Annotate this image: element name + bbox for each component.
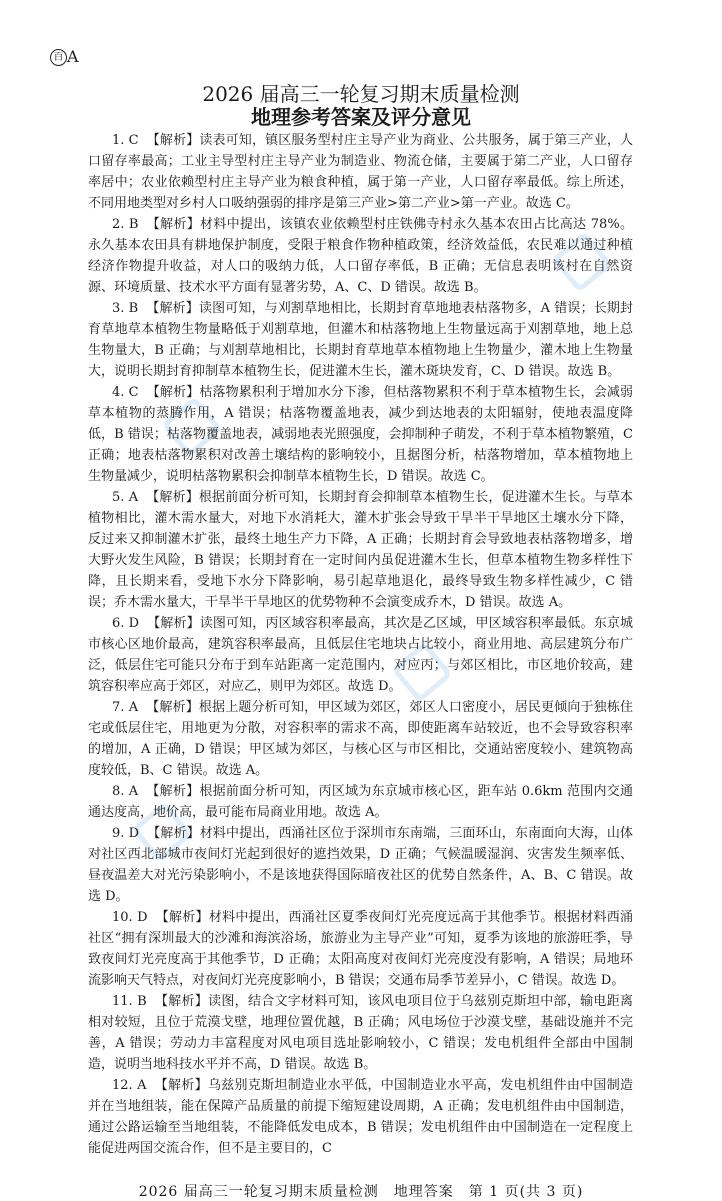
answer-item	[88, 298, 633, 382]
answer-explanation: 【解析】乌兹别克斯坦制造业水平低，中国制造业水平高，发电机组件由中国制造并在当地组装，能在保障产品质量的前提下缩短建设周期，A 正确；发电机组件由中国制造，通过公路运输至当地组装，不能降低发电成本，B 错误；发电机组件由中国制造在一定程度上能促进两国交流合作，但不是主要目的，C	[88, 1078, 633, 1156]
answer-item	[88, 613, 633, 697]
answer-item	[88, 823, 633, 907]
answer-item	[88, 214, 633, 298]
logo-circle-char: 百	[50, 49, 67, 66]
page-body	[88, 130, 633, 1201]
answer-number: 4. C	[112, 385, 139, 400]
answer-item	[88, 1075, 633, 1159]
answer-number: 10. D	[112, 910, 148, 925]
answer-explanation: 【解析】枯落物累积利于增加水分下渗，但枯落物累积不利于草本植物生长，会减弱草本植物的蒸腾作用，A 错误；枯落物覆盖地表，减少到达地表的太阳辐射，使地表温度降低，B 错误；枯落物覆盖地表，减弱地表光照强度，会抑制种子萌发，不利于草本植物繁殖，C 正确；地表枯落物累积对改善土壤结构的影响较小，且据图分析，枯落物增加，草本植物地上生物量减少，说明枯落物累积会抑制草本植物生长，D 错误。故选 C。	[88, 385, 633, 484]
answer-explanation: 【解析】材料中提出，西涌社区夏季夜间灯光亮度远高于其他季节。根据材料西涌社区“拥有深圳最大的沙滩和海滨浴场，旅游业为主导产业”可知，夏季为该地的旅游旺季，导致夜间灯光亮度高于其他季节，D 正确；太阳高度对夜间灯光亮度没有影响，A 错误；局地环流影响天气特点，对夜间灯光亮度影响小，B 错误；交通布局季节差异小，C 错误。故选 D。	[88, 910, 633, 988]
answer-explanation: 【解析】读图可知，与刈割草地相比，长期封育草地地表枯落物多，A 错误；长期封育草地草本植物生物量略低于刈割草地，但灌木和枯落物地上生物量远高于刈割草地，地上总生物量大，B 正确；与刈割草地相比，长期封育草地草本植物地上生物量少，灌木地上生物量大，说明长期封育抑制草本植物生长，促进灌木生长，灌木斑块发育，C、D 错误。故选 B。	[88, 301, 633, 379]
brand-logo	[50, 48, 79, 66]
answer-explanation: 【解析】根据前面分析可知，长期封育会抑制草本植物生长，促进灌木生长。与草本植物相比，灌木需水量大，对地下水消耗大，灌木扩张会导致干旱半干旱地区土壤水分下降，反过来又抑制灌木扩张，最终土地生产力下降，A 正确；长期封育会导致地表枯落物增多，增大野火发生风险，B 错误；长期封育在一定时间内虽促进灌木生长，但草本植物生物多样性下降，且长期来看，受地下水分下降影响，易引起草地退化，最终导致生物多样性减少，C 错误；乔木需水量大，干旱半干旱地区的优势物种不会演变成乔木，D 错误。故选 A。	[88, 490, 633, 610]
answer-item	[88, 382, 633, 487]
answer-item	[88, 907, 633, 991]
answer-explanation: 【解析】根据上题分析可知，甲区域为郊区，郊区人口密度小，居民更倾向于独栋住宅或低层住宅，用地更为分散，对容积率的需求不高，即使距离车站较近，也不会导致容积率的增加，A 正确，D 错误；甲区域为郊区，与核心区与市区相比，交通站密度较小、建筑物高度较低，B、C 错误。故选 A。	[88, 700, 633, 778]
logo-letter: A	[67, 47, 79, 66]
answer-number: 6. D	[112, 616, 140, 631]
answer-explanation: 【解析】材料中提出，西涌社区位于深圳市东南端，三面环山，东南面向大海，山体对社区西北部城市夜间灯光起到很好的遮挡效果，D 正确；气候温暖湿润、灾害发生频率低、昼夜温差大对光污染影响小，不是该地获得国际暗夜社区的优势自然条件，A、B、C 错误。故选 D。	[88, 826, 633, 904]
answer-number: 1. C	[112, 133, 139, 148]
answer-number: 12. A	[112, 1078, 147, 1093]
page-subtitle: 地理参考答案及评分意见	[251, 105, 471, 129]
answer-number: 5. A	[112, 490, 139, 505]
answer-number: 9. D	[112, 826, 140, 841]
answer-explanation: 【解析】根据前面分析可知，丙区域为东京城市核心区，距车站 0.6km 范围内交通通达度高，地价高，最可能布局商业用地。故选 A。	[88, 784, 633, 820]
answer-number: 2. B	[112, 217, 139, 232]
answer-item	[88, 781, 633, 823]
page-title: 2026 届高三一轮复习期末质量检测	[202, 82, 520, 106]
answer-item	[88, 487, 633, 613]
page-footer: 2026 届高三一轮复习期末质量检测 地理答案 第 1 页(共 3 页)	[138, 1184, 584, 1200]
answer-item	[88, 991, 633, 1075]
answer-number: 3. B	[112, 301, 139, 316]
answer-number: 7. A	[112, 700, 139, 715]
answer-explanation: 【解析】读图可知，丙区域容积率最高，其次是乙区域，甲区域容积率最低。东京城市核心区地价最高，建筑容积率最高，且低层住宅地块占比较小，商业用地、高层建筑分布广泛，低层住宅可能只分布于到车站距离一定范围内，对应丙；与郊区相比，市区地价较高，建筑容积率应高于郊区，对应乙，则甲为郊区。故选 D。	[88, 616, 633, 694]
answer-item	[88, 130, 633, 214]
answer-explanation: 【解析】读图，结合文字材料可知，该风电项目位于乌兹别克斯坦中部，输电距离相对较短，且位于荒漠戈壁，地理位置优越，B 正确；风电场位于沙漠戈壁，基础设施并不完善，A 错误；劳动力丰富程度对风电项目选址影响较小，C 错误；发电机组件全部由中国制造，说明当地科技水平并不高，D 错误。故选 B。	[88, 994, 633, 1072]
answer-explanation: 【解析】读表可知，镇区服务型村庄主导产业为商业、公共服务，属于第三产业，人口留存率最高；工业主导型村庄主导产业为制造业、物流仓储，主要属于第二产业，人口留存率居中；农业依赖型村庄主导产业为粮食种植，属于第一产业，人口留存率最低。综上所述，不同用地类型对乡村人口吸纳强弱的排序是第三产业>第二产业>第一产业。故选 C。	[88, 133, 633, 211]
answer-explanation: 【解析】材料中提出，该镇农业依赖型村庄铁佛寺村永久基本农田占比高达 78%。永久基本农田具有耕地保护制度，受限于粮食作物种植政策，经济效益低，农民难以通过种植经济作物提升收益，对人口的吸纳力低，人口留存率低，B 正确；无信息表明该村在自然资源、环境质量、技术水平方面有显著劣势，A、C、D 错误。故选 B。	[88, 217, 634, 295]
answer-number: 8. A	[112, 784, 139, 799]
answer-item	[88, 697, 633, 781]
answer-number: 11. B	[112, 994, 147, 1009]
